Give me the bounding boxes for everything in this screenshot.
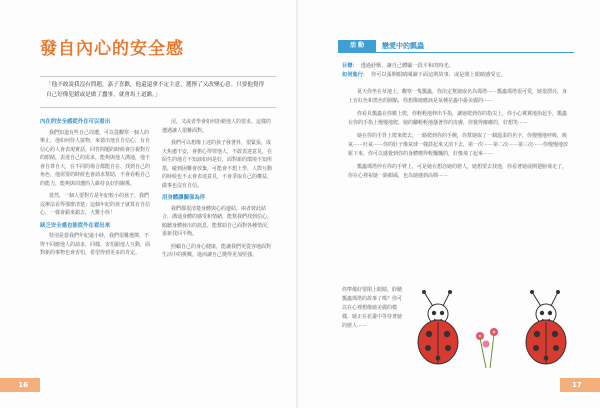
paragraph: 當然，一個人要對方是年紀較小的孩子，我們沒辦法看得那麼清楚；這個年紀的孩子就算有自信心，一樣會錯來錯去，大驚小怪！ [40, 193, 151, 216]
divider [338, 52, 574, 53]
left-page [0, 0, 298, 408]
paragraph: 照顧自己的身心健康，能讓我們更從容地面對生活中的挑戰，進而讓自己變得更加堅強。 [162, 243, 272, 258]
story-side-text: 你準備好要閉上眼睛，聆聽瓢蟲瑪塔的故事了嗎？你可以在心裡想像她美麗的模樣，她正在花叢中等待著她的戀人⋯⋯ [342, 287, 403, 329]
right-column [162, 118, 274, 264]
goal-text: 透過紓壓，讓自己體驗一段平和的時光。 [360, 63, 454, 69]
page-number: 16 [0, 378, 40, 392]
section-heading: 缺乏安全感也能從外在看出來 [40, 222, 111, 229]
ladybug-right-icon [526, 290, 566, 364]
activity-badge: 活 動 [338, 40, 376, 52]
ladybug-left-icon [418, 290, 458, 364]
activity-goal [342, 62, 574, 80]
howto-label: 如何進行： [342, 72, 368, 78]
paragraph: 你看見瓢蟲在你臉上爬，你輕輕地伸出手指，讓她爬到你的指尖上，你小心翼翼地抬起手，瓢蟲在你的手指上慢慢地爬，她的腳輕輕地搔著你的皮膚，你覺得癢癢的，好想笑⋯⋯ [348, 111, 568, 126]
ladybugs-illustration [406, 278, 586, 372]
page-number: 17 [560, 378, 600, 392]
howto-text: 你可以張開眼睛閱讀下面這則故事，或是閉上眼睛感受它。 [370, 72, 506, 78]
story-text [348, 88, 570, 185]
flowers-icon [476, 328, 498, 368]
quote-box [40, 76, 276, 108]
paragraph: 我們知道有些自己周遭，可以從觀察一個人的舉止，他如何待人接物，來猜出他有自信心，有自信心的人會表現實話，回答問題的時候會注視對方的眼睛，表達自己的需求，能夠與他人溝通，他不會自尊自大，在不同的場合都能自在、找到自己的角色，他需要的時候也會請求幫助，不會看輕自己的能力，能夠與周遭的人維持良好的關係。 [40, 129, 151, 187]
page-title: 發自內心的安全感 [40, 39, 184, 59]
paragraph: 夏天你坐在草地上，觀察一隻瓢蟲，你決定幫她取名為瑪塔⋯⋯瓢蟲瑪塔很可愛，她很漂亮，身上有紅色和黑色的圓點，你想像她應該是某種昆蟲中最美麗的⋯⋯ [348, 89, 568, 104]
goal-label: 目標： [342, 63, 358, 69]
paragraph: 我們都很清楚身體與心的連結，兩者彼此結合，溝通身體的感受和情緒，能幫我們找到信心，傾聽身體發出的訊息，能幫助自己面對各種情況，重新找回平衡。 [162, 205, 273, 237]
quote-text: 「他不敢說我沒有問題，嘉子喜歡，他還還拿不定主意，選擇了又改變心意。只要他覺得自己好像犯錯或是做了蠢事，就會馬上道歉。」 [46, 82, 265, 98]
activity-title: 戀愛中的瓢蟲 [382, 42, 424, 50]
right-page [302, 0, 600, 408]
paragraph: 況，又或者學會如何拒絕他人的要求，這樣的遭遇讓人很難面對。 [162, 119, 272, 134]
paragraph: 我們可以想像上述的孩子發著抖，很緊張，成天焦慮不安，會擔心得罪他人，不敢表達意見，在陌生的地方不知該如何是好，面對新的環境不知所措，碰到困難會放棄，可能會不想上學，人際互動的時候也不太會表達意見，不會爭取自己的權益，做事也沒有自信。 [162, 140, 273, 189]
paragraph: 特別是當我們年紀還小時，我們很難選擇，不得不回應他人的請求，同樣，害怕跟他人互動，面對新的事物也會害怕，希望得到更多的肯定。 [40, 233, 151, 256]
paragraph: 瓢蟲瑪塔停在你的手臂上，可是她在想念她的戀人，她想要去找他，你看著她展開翅膀飛走了，你在心裡祝她一路順風，也為她感到高興⋯⋯ [348, 164, 568, 179]
section-heading: 用身體讓關係為伴 [162, 195, 206, 201]
left-column [40, 118, 152, 262]
paragraph: 她在你的手背上爬來爬去，一路爬到你的手腕，你幫她取了一個溫柔的名字，你慢慢地呼吸，吸氣⋯⋯吐氣⋯⋯你的肚子像氣球一樣鼓起來又消下去，第一次⋯⋯第二次⋯⋯第三次⋯⋯你慢慢地放鬆下來，你可以感覺到你的身體變得輕飄飄的，好像飛了起來⋯⋯ [348, 133, 569, 157]
section-heading: 內在的安全感從外在可以看出 [40, 119, 111, 125]
